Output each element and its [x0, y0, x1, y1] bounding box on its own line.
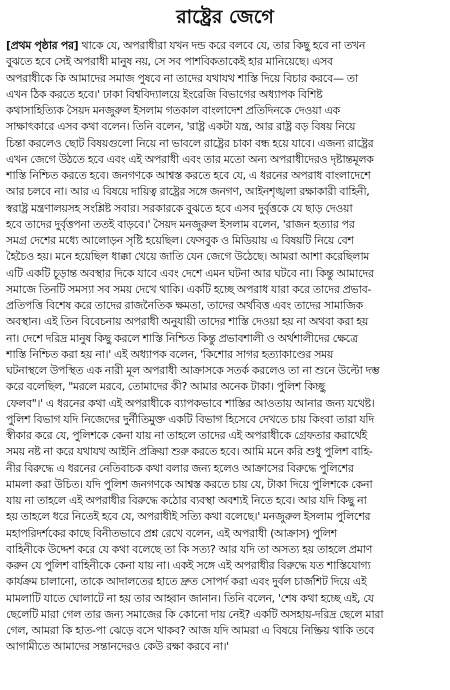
- article-line: সাক্ষাৎকারে এসব কথা বলেন। তিনি বলেন, 'রাষ্ট্র একটা যন্ত্র, আর রাষ্ট্র বড় বিষয় নিয়ে: [6, 120, 356, 134]
- continuation-label: [প্রথম পৃষ্ঠার পর]: [6, 39, 79, 52]
- article-line: হৈচৈও হয়। মনে হয়েছিল ধাক্কা খেয়ে জাতি যেন জেগে উঠেছে। আমরা আশা করেছিলাম: [6, 250, 370, 264]
- article-line: [6, 38, 444, 54]
- article-line: গেল, আমরা কি হাত-পা ঝেড়ে বসে থাকব? আজ যদি আমরা এ বিষয়ে নিষ্ক্রিয় থাকি তবে: [6, 624, 375, 637]
- article-line: সময় নষ্ট না করে যথাযথ আইনি প্রক্রিয়া শুরু করতে হবে। আমি মনে করি শুধু পুলিশ বাহি-: [6, 445, 373, 459]
- article-line: কার্যক্রম চালানো, তাকে আদালতের হাতে দ্রুত সোপর্দ করা এবং দুর্বল চার্জশিট দিয়ে এই: [6, 575, 367, 589]
- article-line: হয় তাহলে ধরে নিতেই হবে যে, অপরাধীই সত্যি কথা বলেছে।' মনজুরুল ইসলাম পুলিশের: [6, 510, 371, 524]
- article-line: নীর বিরুদ্ধে এ ধরনের নেতিবাচক কথা বলার জন্য হলেও আক্রাসের বিরুদ্ধে পুলিশের: [6, 461, 354, 475]
- article-line: ছেলেটি মারা গেল তার জন্য সমাজের কি কোনো দায় নেই? একটি অসহায়-দরিদ্র ছেলে মারা: [6, 607, 384, 621]
- article-line: পুলিশ বিভাগ যদি নিজেদের দুর্নীতিমুক্ত একটি বিভাগ হিসেবে দেখতে চায় কিংবা তারা যদি: [6, 412, 374, 426]
- article-line: এখন জেগে উঠতে হবে এবং এই অপরাধী এবং তার মতো অন্য অপরাধীদেরও দৃষ্টান্তমূলক: [6, 152, 374, 166]
- article-body: [6, 38, 444, 686]
- article-line: এখন ঠিক করতে হবে।' ঢাকা বিশ্ববিদ্যালয়ে ইংরেজি বিভাগের অধ্যাপক বিশিষ্ট: [6, 87, 323, 101]
- article-line: মামলাটি যাতে ঘোলাটে না হয় তার আহ্বান জানান। তিনি বলেন, 'শেষ কথা হচ্ছে এই, যে: [6, 591, 374, 605]
- article-line: শাস্তি নিশ্চিত করতে হবে। জনগণকে আশ্বস্ত করতে হবে যে, এ ধরনের অপরাধ বাংলাদেশে: [6, 169, 371, 182]
- article-line: স্বীকার করে যে, পুলিশকে কেনা যায় না তাহলে তাদের এই অপরাধীকে গ্রেফতার করার্থেই: [6, 429, 367, 442]
- article-line: আর চলবে না। আর এ বিষয়ে দায়িত্ব রাষ্ট্রের সঙ্গে জনগণ, আইনশৃঙ্খলা রক্ষাকারী বাহিনী,: [6, 185, 370, 199]
- article-line: বুঝতে হবে সেই অপরাধী মানুষ নয়, সে সব পাশবিকতাকেই হার মানিয়েছে। এসব: [6, 55, 333, 69]
- article-line-text: থাকে যে, অপরাধীরা যখন দন্ড করে বলবে যে, তার কিছু হবে না তখন: [78, 39, 366, 52]
- article-line: করে বলেছিল, "মরলে মরবে, তোমাদের কী? আমার অনেক টাকা। পুলিশ কিচ্ছু: [6, 380, 325, 394]
- article-line: বাহিনীকে উদ্দেশ করে যে কথা বলেছে তা কি সত্য? আর যদি তা অসত্য হয় তাহলে প্রমাণ: [6, 542, 373, 556]
- article-line: ফেলব"।' এ ধরনের কথা এই অপরাধীকে ব্যাপকভাবে শাস্তির আওতায় আনার জন্য যথেষ্ট।: [6, 396, 375, 410]
- article-line: অবস্থান। এই তিন বিবেচনায় অপরাধী অনুযায়ী তাদের শাস্তি দেওয়া হয় না অথবা করা হয়: [6, 315, 368, 329]
- article-line: এটি একটি চূড়ান্ত অবস্থার দিকে যাবে এবং দেশে এমন ঘটনা আর ঘটবে না। কিন্তু আমাদের: [6, 266, 374, 280]
- article-line: ঘটনাস্থলে উপস্থিত এক নারী মূল অপরাধী আক্রাসকে সতর্ক করলেও তা না শুনে উল্টো দম্ভ: [6, 364, 380, 377]
- headline: রাষ্ট্রের জেগে: [176, 6, 274, 28]
- article-line: অপরাধীকে কি আমাদের সমাজ পুষবে না তাদের যথাযথ শাস্তি দিয়ে বিচার করবে— তা: [6, 71, 358, 85]
- article-line: হবে তাদের দুর্বৃত্তপনা ততই বাড়বে।' সৈয়দ মনজুরুল ইসলাম বলেন, 'রাজন হত্যার পর: [6, 217, 355, 231]
- article-line: প্রতিপত্তি বিশেষ করে তাদের রাজনৈতিক ক্ষমতা, তাদের অর্থবিত্ত এবং তাদের সামাজিক: [6, 299, 363, 312]
- article-line: করুন যে পুলিশ বাহিনীকে কেনা যায় না। একই সঙ্গে এই অপরাধীর বিরুদ্ধে যত শাস্তিযোগ্য: [6, 559, 371, 572]
- article-line: চিন্তা করলেও ছোট বিষয়গুলো নিয়ে না ভাবলে রাষ্ট্রের চাকা বন্ধ হয়ে যাবে। এজন্য রাষ্ট্রের: [6, 136, 374, 150]
- article-line: সমগ্র দেশের মধ্যে আলোড়ন সৃষ্টি হয়েছিল। ফেসবুক ও মিডিয়ায় এ বিষয়টি নিয়ে বেশ: [6, 234, 354, 247]
- article-line: মহাপরিদর্শকের কাছে বিনীতভাবে প্রশ্ন রেখে বলেন, এই অপরাধী (আক্রাস) পুলিশ: [6, 526, 337, 540]
- article-line: না। দেশে দরিদ্র মানুষ কিছু করলে শাস্তি নিশ্চিত কিন্তু প্রভাবশালী ও অর্থশালীদের ক্ষেত্রে: [6, 331, 358, 345]
- article-line: কথাসাহিত্যিক সৈয়দ মনজুরুল ইসলাম গতকাল বাংলাদেশ প্রতিদিনকে দেওয়া এক: [6, 104, 340, 117]
- article-line: সমাজে তিনটি সমস্যা সব সময় দেখে থাকি। একটি হচ্ছে অপরাধ যারা করে তাদের প্রভাব-: [6, 282, 371, 296]
- article-line: আগামীতে আমাদের সন্তানদেরও কেউ রক্ষা করবে না।': [6, 640, 229, 654]
- article-line: স্বরাষ্ট্র মন্ত্রণালয়সহ সংশ্লিষ্ট সবার। সরকারকে বুঝতে হবে এসব দুর্বৃত্তকে যে ছাড় দেওয়া: [6, 201, 353, 215]
- article-line: যায় না তাহলে এই অপরাধীর বিরুদ্ধে কঠোর ব্যবস্থা অবশ্যই নিতে হবে। আর যদি কিছু না: [6, 494, 367, 507]
- article-line: শাস্তি নিশ্চিত করা হয় না।' এই অধ্যাপক বলেন, 'কিশোর সাগর হত্যাকাণ্ডের সময়: [6, 347, 333, 361]
- article-line: মামলা করা উচিত। যদি পুলিশ জনগণকে আশ্বস্ত করতে চায় যে, টাকা দিয়ে পুলিশকে কেনা: [6, 477, 373, 491]
